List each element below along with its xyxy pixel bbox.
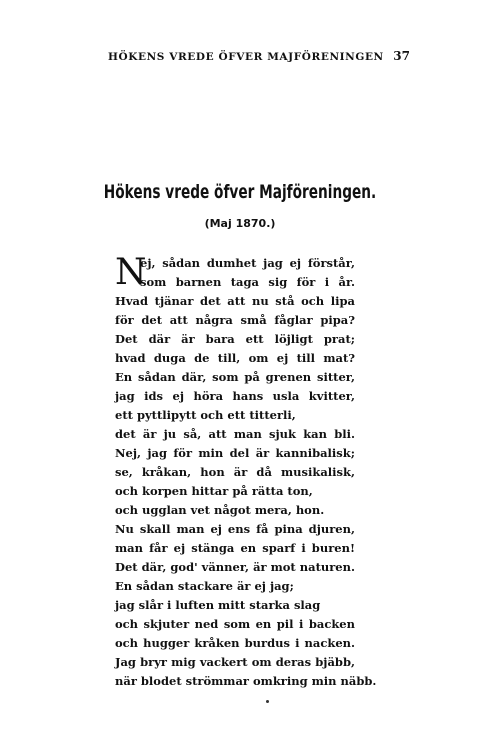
poem-line: jag ids ej höra hans usla kvitter,	[115, 389, 355, 403]
poem-line: ett pyttlipytt och ett titterli,	[115, 408, 296, 422]
poem-line: Nu skall man ej ens få pina djuren,	[115, 522, 355, 536]
poem-line: det är ju så, att man sjuk kan bli.	[115, 427, 355, 441]
poem-line: och ugglan vet något mera, hon.	[115, 503, 325, 517]
poem-line: Jag bryr mig vackert om deras bjäbb,	[115, 655, 355, 669]
footer-dot	[266, 700, 269, 703]
poem-line: Nej, jag för min del är kannibalisk;	[115, 446, 355, 460]
running-title: HÖKENS VREDE ÖFVER MAJFÖRENINGEN	[108, 51, 384, 63]
poem-line: En sådan där, som på grenen sitter,	[115, 370, 355, 384]
poem-line: och skjuter ned som en pil i backen	[115, 617, 355, 631]
page-number: 37	[393, 49, 410, 63]
poem-line: och korpen hittar på rätta ton,	[115, 484, 313, 498]
poem-line: jag slår i luften mitt starka slag	[115, 598, 321, 612]
poem-line: som barnen taga sig för i år.	[140, 275, 355, 289]
poem-line: ej, sådan dumhet jag ej förstår,	[140, 256, 355, 270]
poem-line: hvad duga de till, om ej till mat?	[115, 351, 355, 365]
poem-line: och hugger kråken burdus i nacken.	[115, 636, 355, 650]
poem-line: när blodet strömmar omkring min näbb.	[115, 674, 377, 688]
drop-cap: N	[115, 252, 147, 293]
poem-line: Hvad tjänar det att nu stå och lipa	[115, 294, 355, 308]
poem-date: (Maj 1870.)	[204, 217, 276, 230]
poem-line: se, kråkan, hon är då musikalisk,	[115, 465, 355, 479]
poem-body	[115, 252, 377, 691]
poem-title: Hökens vrede öfver Majföreningen.	[103, 181, 377, 203]
poem-line: Det där är bara ett löjligt prat;	[115, 332, 355, 346]
poem-line: En sådan stackare är ej jag;	[115, 579, 294, 593]
running-header	[108, 49, 410, 65]
poem-line: man får ej stänga en sparf i buren!	[115, 541, 355, 555]
poem-line: Det där, god' vänner, är mot naturen.	[115, 560, 355, 574]
poem-line: för det att några små fåglar pipa?	[115, 313, 355, 327]
